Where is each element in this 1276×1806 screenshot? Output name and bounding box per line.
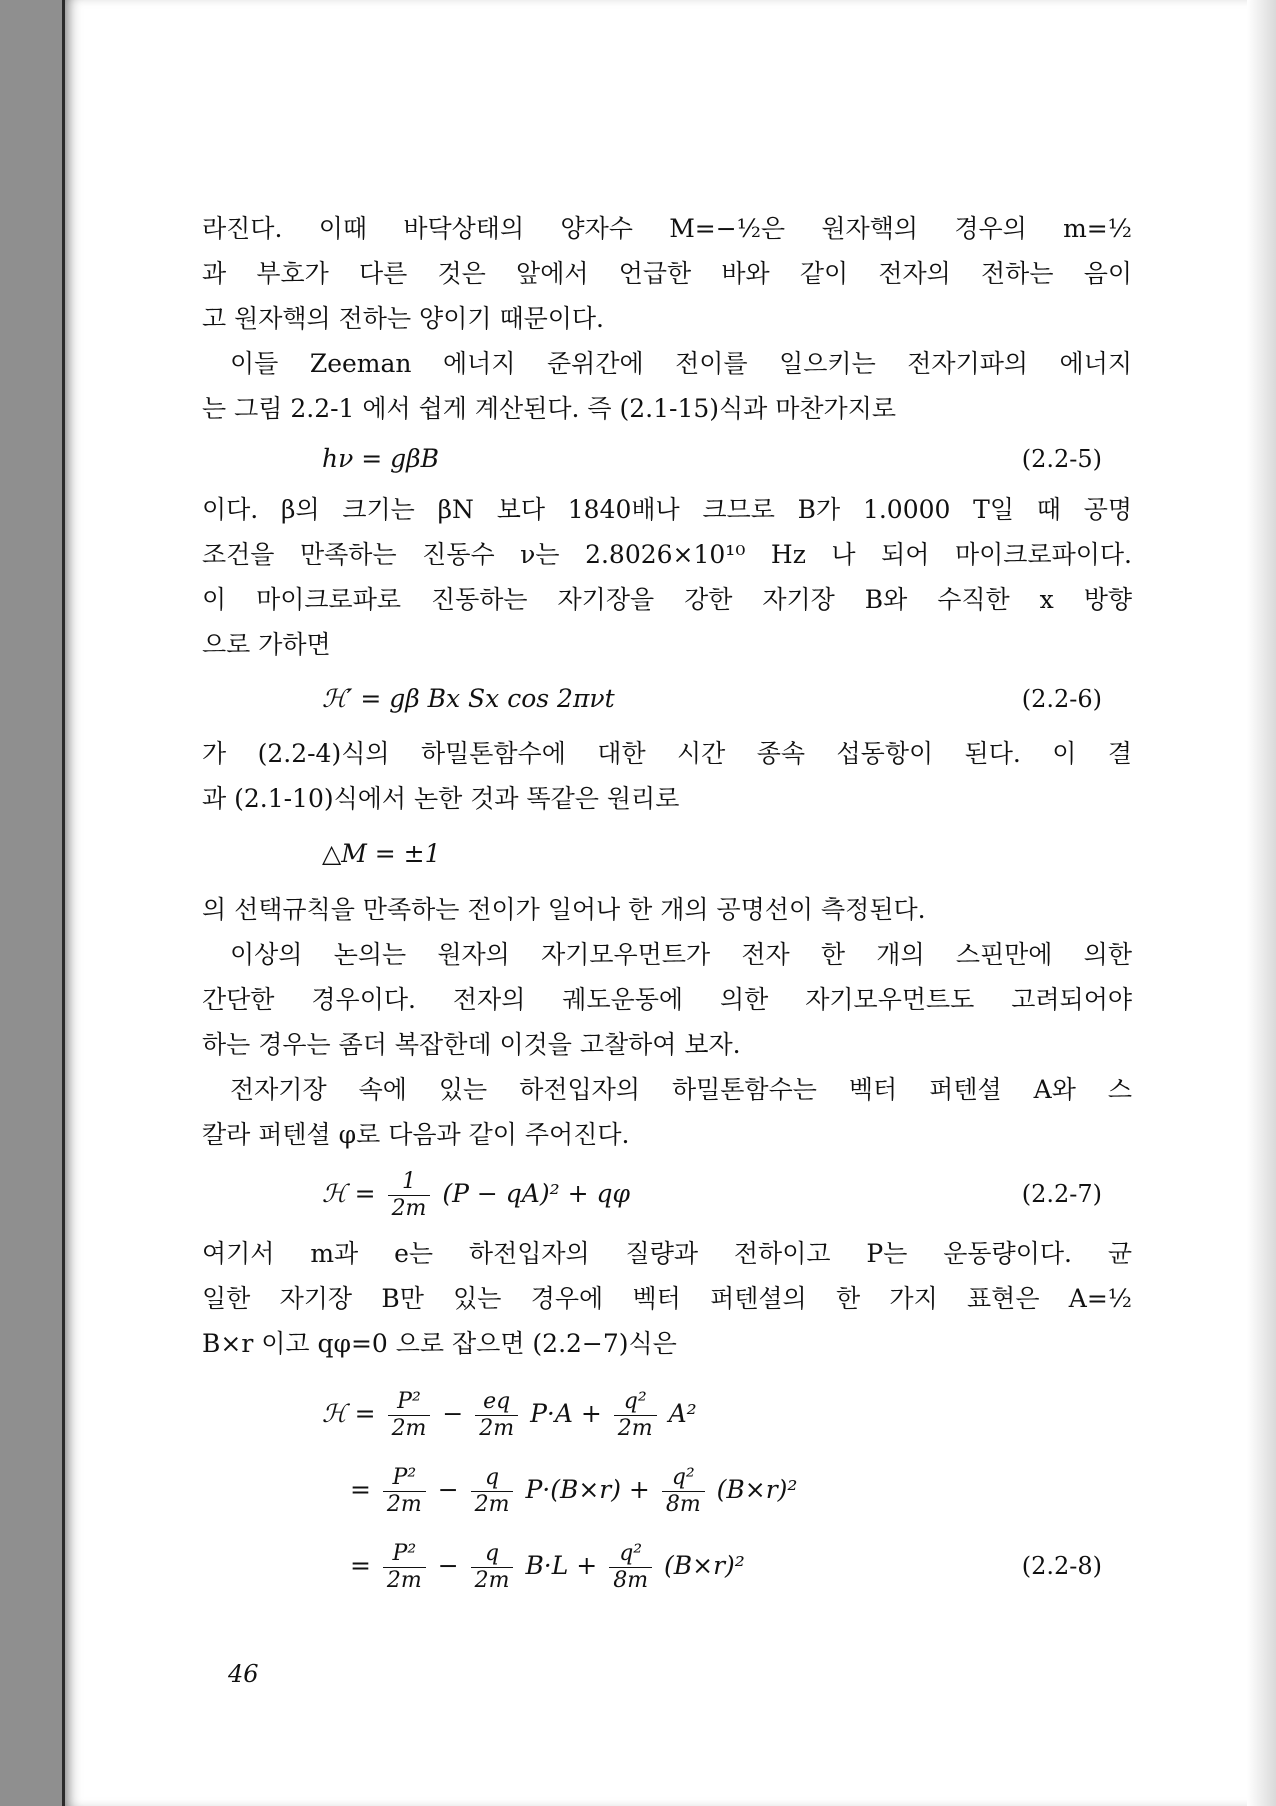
text-line: 가 (2.2-4)식의 하밀톤함수에 대한 시간 종속 섭동항이 된다. 이 결 [202, 739, 1132, 768]
fraction-numerator: P² [383, 1465, 426, 1492]
equation-number: (2.2-5) [1021, 445, 1102, 473]
fraction-numerator: q [471, 1541, 514, 1568]
fraction [388, 1169, 431, 1222]
equation-term: (B×r)² [716, 1475, 798, 1504]
fraction [609, 1541, 652, 1594]
equation-formula [322, 1157, 630, 1231]
text-line: 라진다. 이때 바닥상태의 양자수 M=−½은 원자핵의 경우의 m=½ [202, 214, 1132, 243]
text-line: 과 부호가 다른 것은 앞에서 언급한 바와 같이 전자의 전하는 음이 [202, 259, 1132, 288]
paragraph-5 [202, 887, 1132, 932]
text-line: 간단한 경우이다. 전자의 궤도운동에 의한 자기모우먼트도 고려되어야 [202, 985, 1132, 1014]
fraction-denominator: 2m [386, 1568, 422, 1593]
fraction [388, 1389, 431, 1442]
text-line: 전자기장 속에 있는 하전입자의 하밀톤함수는 벡터 퍼텐셜 A와 스 [230, 1075, 1132, 1104]
operator: − [442, 1399, 464, 1428]
spacer [202, 1366, 1132, 1376]
paragraph-2 [202, 341, 1132, 431]
equation-lhs: ℋ = [322, 1179, 376, 1208]
equation-2-2-7 [202, 1157, 1132, 1231]
operator: − [437, 1551, 459, 1580]
equation-lhs: = [350, 1551, 371, 1580]
equation-term: A² [668, 1399, 697, 1428]
text-line: 이상의 논의는 원자의 자기모우먼트가 전자 한 개의 스핀만에 의한 [230, 940, 1132, 969]
fraction-denominator: 2m [479, 1416, 515, 1441]
fraction-numerator: 1 [388, 1169, 431, 1196]
text-line: B×r 이고 qφ=0 으로 잡으면 (2.2−7)식은 [202, 1329, 677, 1358]
page-content [202, 206, 1132, 1604]
equation-number: (2.2-8) [1021, 1552, 1102, 1580]
text-line: 하는 경우는 좀더 복잡한데 이것을 고찰하여 보자. [202, 1030, 741, 1059]
equation-selection-rule [202, 821, 1132, 887]
equation-formula [350, 1452, 797, 1528]
equation-line-1 [202, 1376, 1132, 1452]
page-number: 46 [228, 1660, 259, 1688]
fraction-denominator: 8m [665, 1492, 701, 1517]
page-edge-shadow [1247, 0, 1276, 1806]
equation-line-2 [202, 1452, 1132, 1528]
fraction-denominator: 2m [474, 1492, 510, 1517]
fraction [471, 1541, 514, 1594]
equation-2-2-5 [202, 431, 1132, 487]
fraction-denominator: 8m [613, 1568, 649, 1593]
equation-rest: (P − qA)² + qφ [442, 1179, 630, 1208]
equation-lhs: ℋ = [322, 1399, 376, 1428]
fraction [614, 1389, 657, 1442]
text-line: 이들 Zeeman 에너지 준위간에 전이를 일으키는 전자기파의 에너지 [230, 349, 1132, 378]
fraction [383, 1541, 426, 1594]
text-line: 으로 가하면 [202, 630, 331, 659]
fraction [475, 1389, 518, 1442]
text-line: 여기서 m과 e는 하전입자의 질량과 전하이고 P는 운동량이다. 균 [202, 1239, 1132, 1268]
fraction-numerator: q² [614, 1389, 657, 1416]
paragraph-3 [202, 487, 1132, 667]
fraction-numerator: q [471, 1465, 514, 1492]
paragraph-8 [202, 1231, 1132, 1366]
equation-line-3 [202, 1528, 1132, 1604]
equation-formula: ℋ′ = gβ Bx Sx cos 2πνt [322, 684, 615, 713]
text-line: 조건을 만족하는 진동수 ν는 2.8026×10¹⁰ Hz 나 되어 마이크로파이다. [202, 540, 1132, 569]
equation-term: P·A + [530, 1399, 602, 1428]
text-line: 는 그림 2.2-1 에서 쉽게 계산된다. 즉 (2.1-15)식과 마찬가지로 [202, 394, 897, 423]
equation-lhs: = [350, 1475, 371, 1504]
text-line: 칼라 퍼텐셜 φ로 다음과 같이 주어진다. [202, 1120, 630, 1149]
paragraph-4 [202, 731, 1132, 821]
fraction-denominator: 2m [474, 1568, 510, 1593]
fraction [383, 1465, 426, 1518]
equation-2-2-6 [202, 667, 1132, 731]
equation-formula [322, 1376, 697, 1452]
equation-formula: △M = ±1 [322, 839, 441, 868]
paragraph-6 [202, 932, 1132, 1067]
paragraph-1 [202, 206, 1132, 341]
fraction-denominator: 2m [391, 1196, 427, 1221]
paragraph-7 [202, 1067, 1132, 1157]
fraction [471, 1465, 514, 1518]
operator: − [437, 1475, 459, 1504]
equation-formula: hν = gβB [322, 444, 439, 473]
text-line: 과 (2.1-10)식에서 논한 것과 똑같은 원리로 [202, 784, 680, 813]
fraction [662, 1465, 705, 1518]
fraction-denominator: 2m [617, 1416, 653, 1441]
fraction-denominator: 2m [391, 1416, 427, 1441]
equation-term: P·(B×r) + [525, 1475, 650, 1504]
fraction-numerator: q² [662, 1465, 705, 1492]
text-line: 이 마이크로파로 진동하는 자기장을 강한 자기장 B와 수직한 x 방향 [202, 585, 1132, 614]
equation-term: (B×r)² [664, 1551, 745, 1580]
equation-formula [350, 1528, 745, 1604]
fraction-denominator: 2m [386, 1492, 422, 1517]
fraction-numerator: q² [609, 1541, 652, 1568]
text-line: 의 선택규칙을 만족하는 전이가 일어나 한 개의 공명선이 측정된다. [202, 895, 926, 924]
text-line: 고 원자핵의 전하는 양이기 때문이다. [202, 304, 604, 333]
equation-2-2-8 [202, 1376, 1132, 1604]
text-line: 일한 자기장 B만 있는 경우에 벡터 퍼텐셜의 한 가지 표현은 A=½ [202, 1284, 1132, 1313]
fraction-numerator: P² [383, 1541, 426, 1568]
equation-term: B·L + [525, 1551, 598, 1580]
equation-number: (2.2-6) [1021, 685, 1102, 713]
text-line: 이다. β의 크기는 βN 보다 1840배나 크므로 B가 1.0000 T일 때 공명 [202, 495, 1132, 524]
equation-number: (2.2-7) [1021, 1180, 1102, 1208]
fraction-numerator: P² [388, 1389, 431, 1416]
fraction-numerator: eq [475, 1389, 518, 1416]
